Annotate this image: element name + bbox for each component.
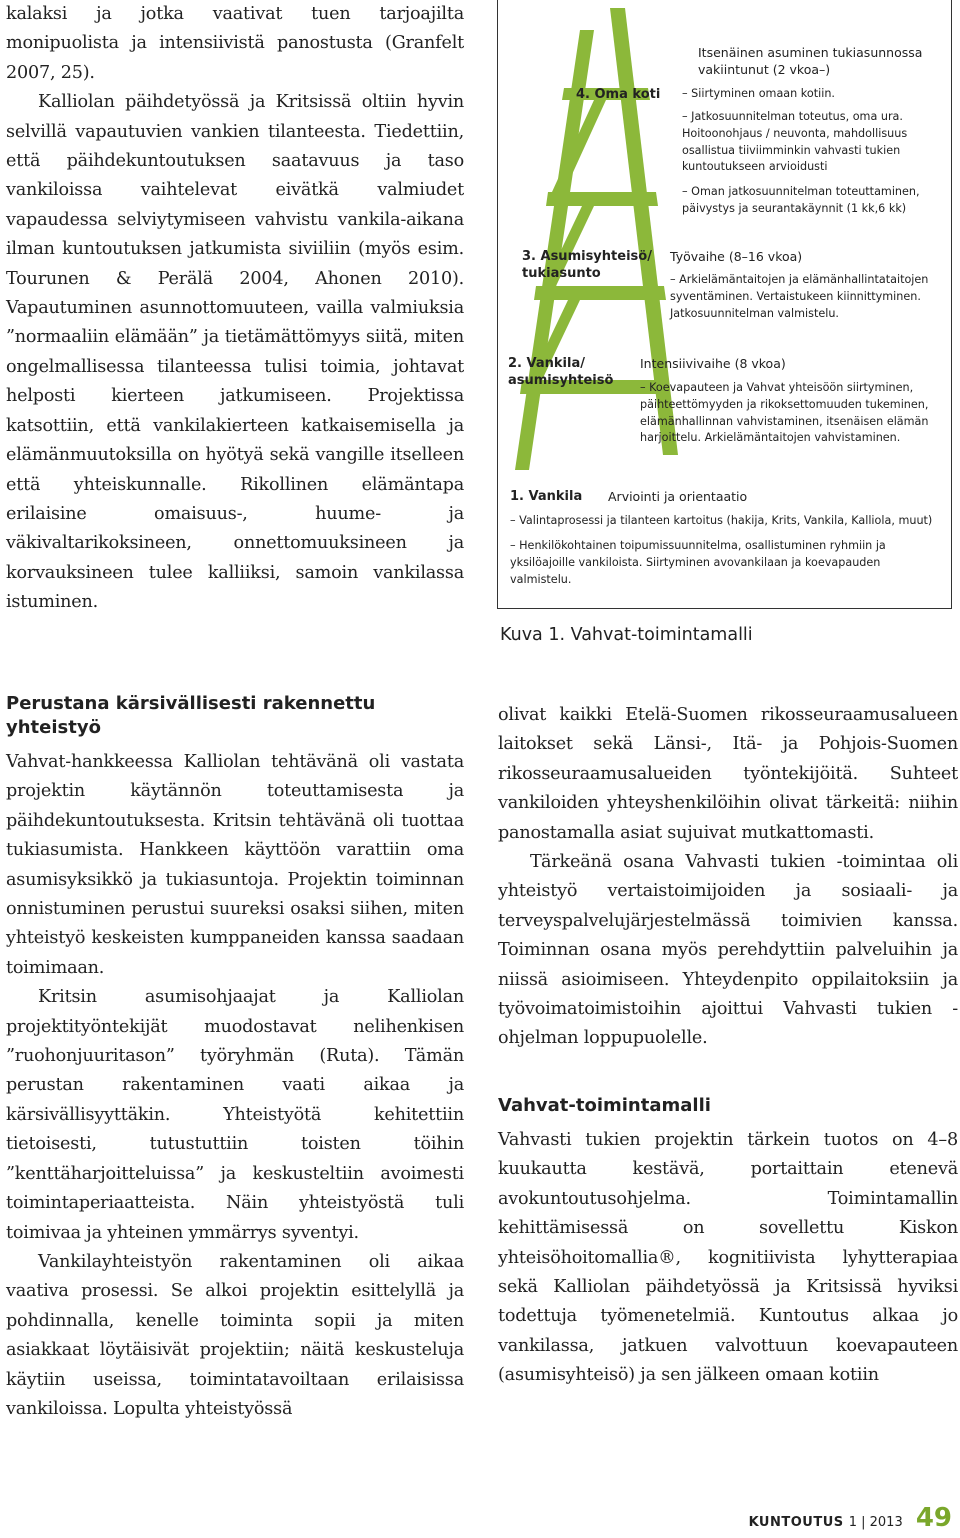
step-2-head: Intensiivivaihe (8 vkoa) [640, 356, 786, 371]
right-column-bottom [498, 701, 958, 1391]
step-1-label: 1. Vankila [510, 489, 583, 504]
step-3-bullet: – Arkielämäntaitojen ja elämänhallintataitojen syventäminen. Vertaistukeen kiinnittyminen. Jatkosuunnitelman valmistelu. [670, 273, 929, 320]
step-4-bullet: – Oman jatkosuunnitelman toteuttaminen, päivystys ja seurantakäynnit (1 kk,6 kk) [682, 185, 920, 215]
step-2-bullet: – Koevapauteen ja Vahvat yhteisöön siirtyminen, päihteettömyyden ja rikoksettomuuden tukeminen, elämänhallinnan vahvistaminen, itsenäisen elämän harjoittelu. Arkielämäntaitojen vahvistaminen. [640, 381, 929, 445]
magazine-name: KUNTOUTUS [748, 1515, 844, 1530]
page-number: 49 [915, 1503, 952, 1533]
step-4-head: Itsenäinen asuminen tukiasunnossa vakiintunut (2 vkoa–) [698, 45, 923, 77]
paragraph: olivat kaikki Etelä-Suomen rikosseuraamusalueen laitokset sekä Länsi-, Itä- ja Pohjois-Suomen rikosseuraamusalueiden työntekijöitä. Suhteet vankiloiden yhteyshenkilöihin olivat tärkeitä: niihin panostamalla asiat sujuivat mutkattomasti. [498, 705, 958, 843]
step-4-label: 4. Oma koti [576, 87, 661, 102]
page-footer [749, 1503, 952, 1533]
left-column-top [6, 0, 464, 618]
section-heading: Perustana kärsivällisesti rakennettu yhteistyö [6, 693, 376, 738]
ladder-step-3 [546, 192, 658, 206]
issue-number: 1 | 2013 [848, 1515, 903, 1530]
paragraph: Kalliolan päihdetyössä ja Kritsissä oltiin hyvin selvillä vapautuvien vankien tilanteesta. Tiedettiin, että päihdekuntoutuksen saatavuus ja taso vankiloissa vaihtelevat eivätkä valmiudet vapaudessa selviytymiseen vahvistu vankila-aikana ilman kuntoutuksen jatkumista siviiliin (myös esim. Tourunen & Perälä 2004, Ahonen 2010). Vapautuminen asunnottomuuteen, vailla valmiuksia ”normaaliin elämään” ja tietämättömyys siitä, miten ongelmallisessa tilanteessa tulisi toimia, johtavat helposti kierteen jatkumiseen. Projektissa katsottiin, että vankilakierteen katkaisemisella ja elämänmuutoksilla on hyötyä sekä vangille itselleen että yhteiskunnalle. Rikollinen elämäntapa erilaisine omaisuus-, huume- ja väkivaltarikoksineen, onnettomuuksineen ja korvauksineen tulee kalliiksi, samoin vankilassa istuminen. [6, 92, 464, 613]
paragraph: kalaksi ja jotka vaativat tuen tarjoajilta monipuolista ja intensiivistä panostusta (Granfelt 2007, 25). [6, 4, 464, 83]
step-1-head: Arviointi ja orientaatio [608, 489, 748, 504]
paragraph: Tärkeänä osana Vahvasti tukien -toimintaa oli yhteistyö vertaistoimijoiden ja sosiaali- ja terveyspalvelujärjestelmässä toimivien kanssa. Toiminnan osana myös perehdyttiin palveluihin ja niissä asioimiseen. Yhteydenpito oppilaitoksiin ja työvoimatoimistoihin ajoittui Vahvasti tukien -ohjelman loppupuolelle. [498, 852, 958, 1049]
section-heading: Vahvat-toimintamalli [498, 1094, 711, 1116]
paragraph: Vahvasti tukien projektin tärkein tuotos on 4–8 kuukautta kestävä, portaittain etenevä avokuntoutusohjelma. Toimintamallin kehittämisessä on sovellettu Kiskon yhteisöhoitomallia®, kognitiivista lyhytterapiaa sekä Kalliolan päihdetyössä ja Kritsissä hyviksi todettuja työmenetelmiä. Kuntoutus alkaa jo vankilassa, jatkuen valvottuun koevapauteen (asumisyhteisö) ja sen jälkeen omaan kotiin [498, 1129, 958, 1386]
step-4-bullet: – Jatkosuunnitelman toteutus, oma ura. Hoitoonohjaus / neuvonta, mahdollisuus osallistua tiiviimminkin vahvasti tukien kuntoutukseen arvioidusti [682, 110, 908, 174]
step-3-head: Työvaihe (8–16 vkoa) [670, 249, 803, 264]
left-column-bottom [6, 692, 464, 1424]
step-2-label: 2. Vankila/ asumisyhteisö [508, 356, 614, 388]
figure-caption: Kuva 1. Vahvat-toimintamalli [500, 625, 753, 645]
step-4-bullet: – Siirtyminen omaan kotiin. [682, 87, 835, 100]
figure-frame [497, 0, 952, 609]
paragraph: Kritsin asumisohjaajat ja Kalliolan projektityöntekijät muodostavat nelihenkisen ”ruohonjuuritason” työryhmän (Ruta). Tämän perustan rakentaminen vaati aikaa ja kärsivällisyyttäkin. Yhteistyötä kehitettiin tietoisesti, tutustuttiin toisten töihin ”kenttäharjoitteluissa” ja keskusteltiin avoimesti toimintaperiaatteista. Näin yhteistyöstä tuli toimivaa ja yhteinen ymmärrys syventyi. [6, 987, 464, 1243]
step-1-bullet: – Valintaprosessi ja tilanteen kartoitus (hakija, Krits, Vankila, Kalliola, muut) [510, 514, 933, 527]
paragraph: Vahvat-hankkeessa Kalliolan tehtävänä oli vastata projektin käytännön toteuttamisesta ja päihdekuntoutuksesta. Kritsin tehtävänä oli tuottaa tukiasumista. Hankkeen käyttöön varattiin oma asumisyksikkö ja tukiasuntoja. Projektin toiminnan onnistuminen perustui suureksi osaksi siihen, miten yhteistyö keskeisten kumppaneiden kanssa saadaan toimimaan. [6, 752, 464, 978]
step-3-label: 3. Asumisyhteisö/ tukiasunto [522, 249, 652, 281]
ladder-step-2 [534, 286, 666, 300]
paragraph: Vankilayhteistyön rakentaminen oli aikaa vaativa prosessi. Se alkoi projektin esittelyllä ja pohdinnalla, kenelle toiminta sopii ja miten asiakkaat löytäisivät projektiin; näitä keskusteluja käytiin useissa, toimintatavoiltaan erilaisissa vankiloissa. Lopulta yhteistyössä [6, 1251, 464, 1419]
step-1-bullet: – Henkilökohtainen toipumissuunnitelma, osallistuminen ryhmiin ja yksilöajoille vankiloista. Siirtyminen avovankilaan ja koevapauden valmistelu. [510, 539, 886, 586]
